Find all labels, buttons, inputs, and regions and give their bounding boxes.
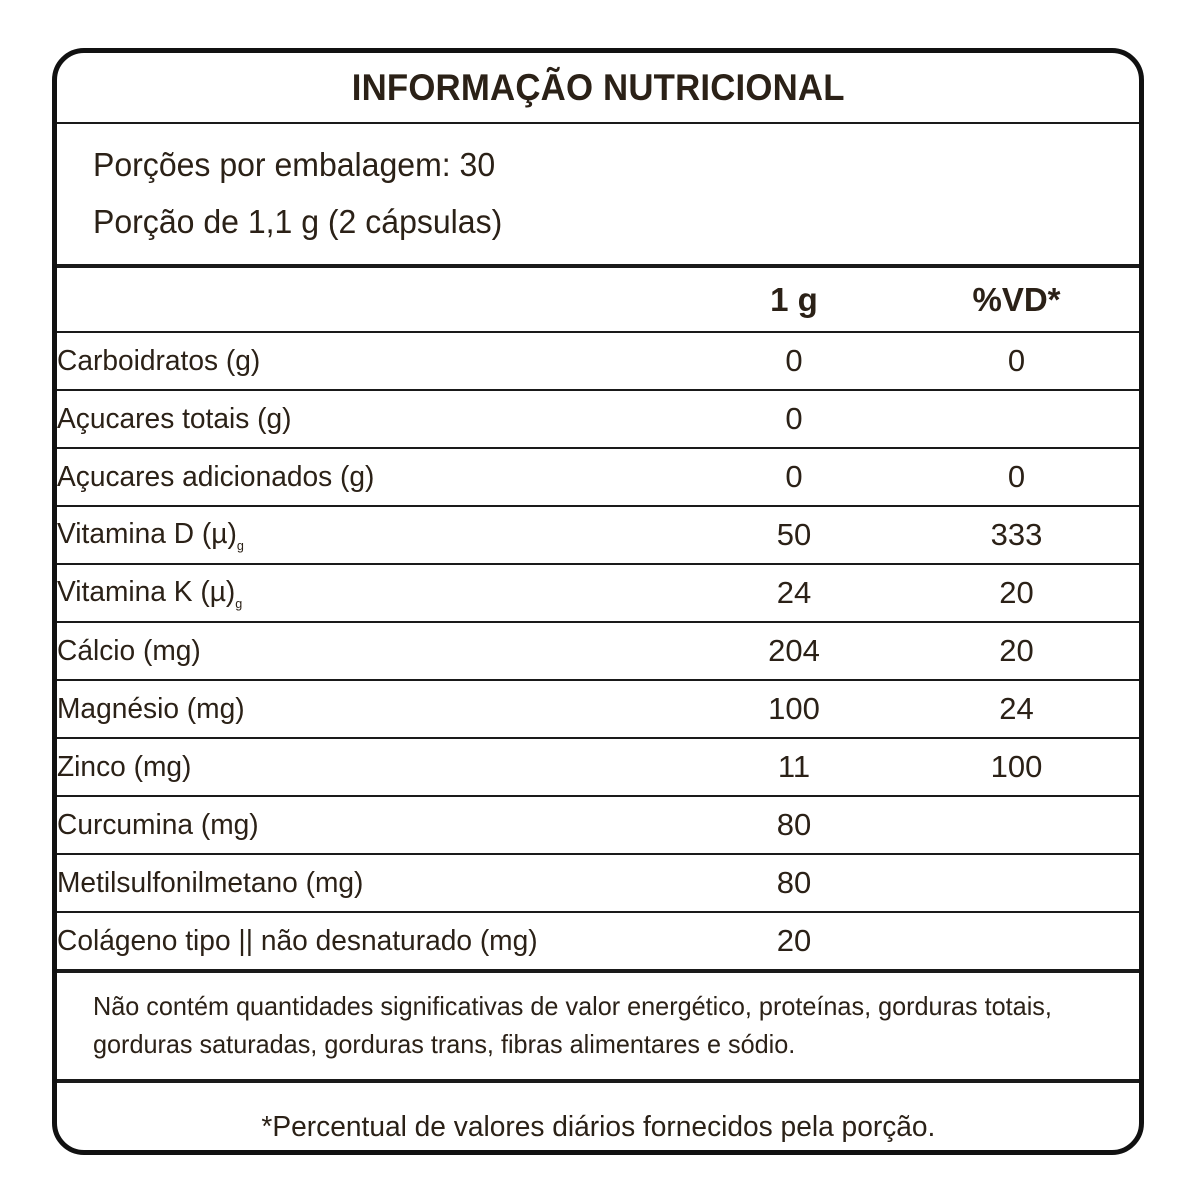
nutrient-daily-value: 24 [999, 691, 1034, 726]
nutrient-table-head [57, 268, 1139, 332]
nutrient-name: Curcumina (mg) [57, 808, 259, 841]
nutrient-name: Açucares totais (g) [57, 402, 292, 435]
nutrient-name: Zinco (mg) [57, 750, 192, 783]
insignificant-amounts-note: Não contém quantidades significativas de valor energético, proteínas, gorduras totais, gorduras saturadas, gorduras trans, fibras alimentares e sódio. [93, 991, 1052, 1059]
nutrient-daily-value: 0 [1007, 459, 1026, 494]
nutrient-amount: 20 [776, 923, 812, 958]
nutrition-facts-panel [52, 48, 1144, 1155]
nutrient-amount: 80 [776, 807, 812, 842]
daily-value-note-block [57, 1079, 1139, 1155]
nutrient-amount: 50 [776, 517, 812, 552]
dv-column-header: %VD* [894, 268, 1139, 332]
servings-block [57, 124, 1139, 268]
nutrient-row [57, 680, 1139, 738]
nutrient-row [57, 738, 1139, 796]
nutrient-amount: 0 [785, 343, 803, 378]
nutrient-daily-value [894, 854, 1139, 912]
nutrient-row [57, 912, 1139, 969]
nutrient-table-body [57, 332, 1139, 969]
nutrient-name: Carboidratos (g) [57, 344, 261, 377]
nutrient-row [57, 796, 1139, 854]
nutrient-table [57, 268, 1139, 969]
nutrient-amount: 204 [768, 633, 820, 668]
nutrient-daily-value: 333 [990, 517, 1043, 552]
nutrient-amount: 11 [777, 749, 811, 784]
nutrient-row [57, 390, 1139, 448]
nutrient-row [57, 854, 1139, 912]
nutrient-name: Cálcio (mg) [57, 634, 201, 667]
daily-value-note: *Percentual de valores diários fornecidos pela porção. [261, 1110, 935, 1143]
nutrient-name: Vitamina D $(\mu)_g$ [57, 517, 244, 553]
nutrient-daily-value [894, 796, 1139, 854]
nutrient-row [57, 448, 1139, 506]
unit-subscript: g [236, 537, 244, 553]
nutrient-amount: 100 [768, 691, 820, 726]
nutrient-name: Colágeno tipo || não desnaturado (mg) [57, 924, 538, 957]
nutrient-daily-value [894, 390, 1139, 448]
nutrient-row [57, 506, 1139, 564]
servings-per-package: Porções por embalagem: 30 [93, 146, 496, 183]
nutrient-amount: 80 [776, 865, 812, 900]
nutrient-daily-value: 20 [999, 633, 1034, 668]
nutrient-amount: 24 [776, 575, 812, 610]
column-header-row [57, 268, 1139, 332]
nutrient-name: Magnésio (mg) [57, 692, 245, 725]
nutrient-name: Vitamina K $(\mu)_g$ [57, 575, 243, 611]
amount-column-header: 1 g [694, 268, 894, 332]
nutrient-amount: 0 [785, 459, 803, 494]
nutrient-name: Açucares adicionados (g) [57, 460, 375, 493]
label-title-block [57, 53, 1139, 124]
nutrient-name: Metilsulfonilmetano (mg) [57, 866, 364, 899]
nutrient-daily-value: 0 [1007, 343, 1026, 378]
nutrient-row [57, 622, 1139, 680]
nutrient-column-header [57, 268, 694, 332]
nutrient-daily-value [894, 912, 1139, 969]
nutrient-daily-value: 100 [990, 749, 1043, 784]
unit-subscript: g [235, 595, 243, 611]
nutrient-daily-value: 20 [999, 575, 1034, 610]
nutrient-row [57, 332, 1139, 390]
serving-size: Porção de 1,1 g (2 cápsulas) [93, 203, 503, 240]
nutrient-row [57, 564, 1139, 622]
nutrient-amount: 0 [785, 401, 803, 436]
label-title: INFORMAÇÃO NUTRICIONAL [351, 66, 845, 108]
insignificant-amounts-note-block [57, 969, 1139, 1079]
